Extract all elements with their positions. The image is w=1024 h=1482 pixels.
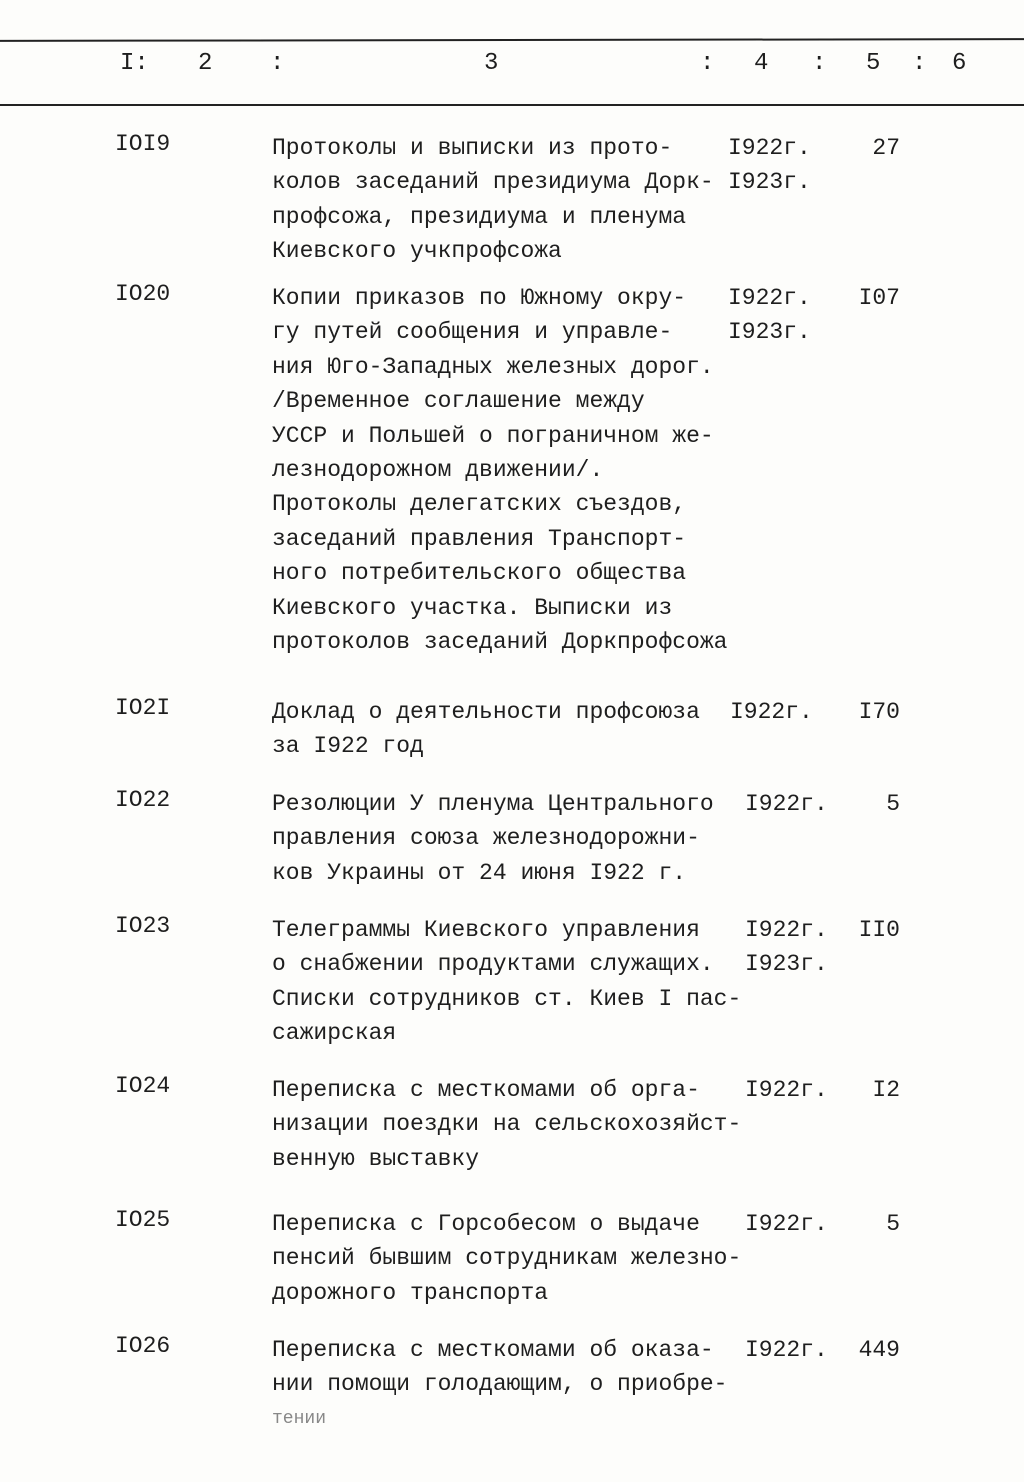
entry-number: IOI9 (115, 131, 171, 157)
entry-year: I922г. (730, 699, 813, 725)
entry-text-line: ния Юго-Западных железных дорог. (272, 353, 714, 380)
entry-text-line: нии помощи голодающим, о приобре- (272, 1371, 728, 1398)
col-6: 6 (952, 50, 967, 77)
entry-text-line: ного потребительского общества (272, 560, 687, 587)
entry-text-line: гу путей сообщения и управле- (272, 319, 673, 346)
entry-sheet-count: 27 (872, 135, 900, 161)
entry-year: I922г. (745, 791, 828, 817)
entry-number: IO24 (115, 1073, 171, 1099)
col-2: 2 (198, 50, 213, 77)
entry-text-line: Переписка с месткомами об оказа- (272, 1337, 714, 1363)
entry-sheet-count: 5 (886, 1211, 900, 1237)
entry-text-line: Протоколы делегатских съездов, (272, 491, 687, 518)
entry-text-line: Доклад о деятельности профсоюза (272, 699, 700, 725)
entry-text-line: Копии приказов по Южному окру- (272, 285, 687, 311)
entry-text-line: правления союза железнодорожни- (272, 825, 700, 852)
entry-text-line: лезнодорожном движении/. (272, 457, 604, 483)
col-sep: : (700, 50, 715, 77)
entry-year: I922г. (728, 135, 811, 161)
header-bottom-rule (0, 104, 1024, 106)
entry-year: I922г. (745, 1337, 828, 1363)
entry-text-line: Переписка с месткомами об орга- (272, 1077, 700, 1103)
entry-year: I923г. (728, 319, 811, 346)
entry-text-line: Протоколы и выписки из прото- (272, 135, 673, 161)
entry-text-line: профсожа, президиума и пленума (272, 203, 687, 230)
entry-text-line: пенсий бывшим сотрудникам железно- (272, 1245, 742, 1272)
col-sep: : (812, 50, 827, 77)
entry-year: I922г. (745, 1077, 828, 1103)
col-1: I: (120, 50, 149, 77)
entry-text-line: ков Украины от 24 июня I922 г. (272, 859, 687, 886)
col-sep: : (912, 50, 927, 77)
col-5: 5 (866, 50, 881, 77)
top-rule (0, 38, 1024, 42)
entry-year: I923г. (728, 169, 811, 196)
col-4: 4 (754, 50, 769, 77)
entry-number: IO22 (115, 787, 171, 813)
entry-number: IO26 (115, 1333, 171, 1359)
entry-number: IO23 (115, 913, 171, 939)
entry-sheet-count: I2 (872, 1077, 900, 1103)
entry-sheet-count: I07 (858, 285, 900, 311)
entry-text-line: дорожного транспорта (272, 1279, 549, 1306)
entry-sheet-count: 449 (858, 1337, 900, 1363)
entry-year: I922г. (745, 1211, 828, 1237)
entry-text-line: за I922 год (272, 733, 424, 760)
entry-sheet-count: I70 (858, 699, 900, 725)
entry-text-line: Телеграммы Киевского управления (272, 917, 700, 943)
entry-number: IO20 (115, 281, 171, 307)
entry-year: I922г. (728, 285, 811, 311)
entry-text-line: тении (272, 1408, 327, 1429)
entry-text-line: Киевского участка. Выписки из (272, 594, 673, 621)
entry-text-line: протоколов заседаний Доркпрофсожа (272, 629, 728, 655)
entry-text-line: УССР и Польшей о пограничном же- (272, 422, 714, 449)
entry-number: IO25 (115, 1207, 171, 1233)
entry-text-line: Резолюции У пленума Центрального (272, 791, 714, 817)
entry-text-line: сажирская (272, 1020, 397, 1047)
entry-text-line: о снабжении продуктами служащих. (272, 951, 714, 978)
col-sep: : (270, 50, 285, 77)
entry-sheet-count: 5 (886, 791, 900, 817)
entry-text-line: Списки сотрудников ст. Киев I пас- (272, 985, 742, 1012)
entry-text-line: /Временное соглашение между (272, 388, 645, 415)
entry-text-line: колов заседаний президиума Дорк- (272, 169, 714, 196)
entry-year: I922г. (745, 917, 828, 943)
entry-sheet-count: II0 (858, 917, 900, 943)
entry-text-line: заседаний правления Транспорт- (272, 525, 687, 552)
entry-text-line: низации поездки на сельскохозяйст- (272, 1111, 742, 1138)
entry-text-line: Киевского учкпрофсожа (272, 238, 562, 265)
entry-year: I923г. (745, 951, 828, 978)
entry-number: IO2I (115, 695, 171, 721)
entry-text-line: венную выставку (272, 1145, 480, 1172)
entry-text-line: Переписка с Горсобесом о выдаче (272, 1211, 700, 1237)
col-3: 3 (484, 50, 499, 77)
